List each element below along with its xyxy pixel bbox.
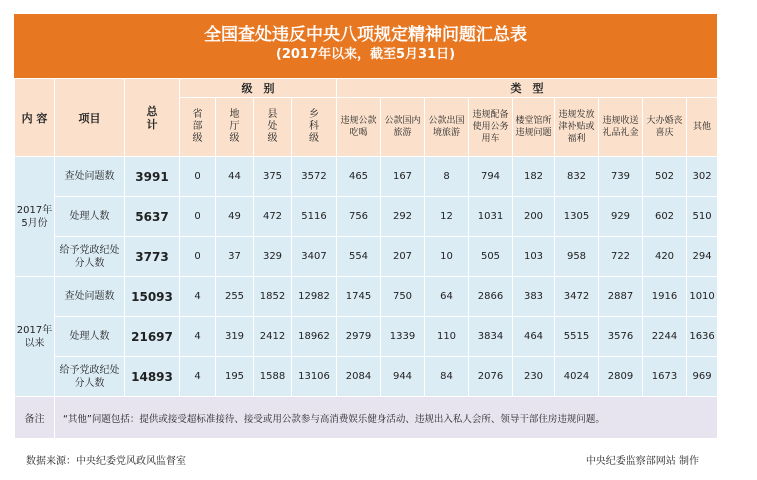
- type-value-1: 750: [381, 277, 425, 317]
- summary-sheet: [14, 14, 717, 439]
- header-level-group: 级 别: [180, 79, 337, 98]
- header-type-2: 公款出国境旅游: [425, 98, 469, 157]
- row-item: 给予党政纪处分人数: [55, 357, 125, 397]
- type-value-6: 3576: [599, 317, 643, 357]
- type-value-0: 554: [337, 237, 381, 277]
- table-row: [15, 237, 718, 277]
- level-value-1: 319: [216, 317, 254, 357]
- level-value-3: 5116: [292, 197, 337, 237]
- type-value-4: 182: [513, 157, 555, 197]
- header-type-3: 违规配备使用公务用车: [469, 98, 513, 157]
- row-total: 14893: [125, 357, 180, 397]
- row-item: 给予党政纪处分人数: [55, 237, 125, 277]
- type-value-0: 1745: [337, 277, 381, 317]
- level-value-2: 472: [254, 197, 292, 237]
- table-row: [15, 157, 718, 197]
- level-value-3: 18962: [292, 317, 337, 357]
- type-value-6: 2809: [599, 357, 643, 397]
- type-value-0: 756: [337, 197, 381, 237]
- table-title: 全国查处违反中央八项规定精神问题汇总表: [204, 25, 527, 45]
- table-row: [15, 357, 718, 397]
- summary-table: [14, 78, 718, 439]
- type-value-6: 739: [599, 157, 643, 197]
- level-value-1: 44: [216, 157, 254, 197]
- note-row: [15, 397, 718, 439]
- type-value-7: 602: [643, 197, 687, 237]
- type-value-1: 207: [381, 237, 425, 277]
- group-label: 2017年5月份: [15, 157, 55, 277]
- type-value-5: 958: [555, 237, 599, 277]
- level-value-2: 329: [254, 237, 292, 277]
- header-item: 项目: [55, 79, 125, 157]
- type-value-3: 794: [469, 157, 513, 197]
- row-total: 3773: [125, 237, 180, 277]
- type-value-8: 302: [687, 157, 718, 197]
- type-value-8: 969: [687, 357, 718, 397]
- table-row: [15, 197, 718, 237]
- level-value-0: 4: [180, 357, 216, 397]
- title-banner: [14, 14, 717, 78]
- type-value-0: 2084: [337, 357, 381, 397]
- type-value-7: 2244: [643, 317, 687, 357]
- note-text: “其他”问题包括：提供或接受超标准接待、接受或用公款参与高消费娱乐健身活动、违规出入私人会所、领导干部住房违规问题。: [55, 397, 718, 439]
- type-value-6: 929: [599, 197, 643, 237]
- row-item: 处理人数: [55, 317, 125, 357]
- type-value-7: 420: [643, 237, 687, 277]
- type-value-4: 230: [513, 357, 555, 397]
- table-subtitle: (2017年以来，截至5月31日): [275, 47, 456, 62]
- header-level-1: 地厅级: [216, 98, 254, 157]
- header-type-5: 违规发放津补贴或福利: [555, 98, 599, 157]
- type-value-8: 1010: [687, 277, 718, 317]
- level-value-1: 37: [216, 237, 254, 277]
- type-value-4: 464: [513, 317, 555, 357]
- level-value-3: 13106: [292, 357, 337, 397]
- header-type-0: 违规公款吃喝: [337, 98, 381, 157]
- type-value-2: 8: [425, 157, 469, 197]
- level-value-2: 2412: [254, 317, 292, 357]
- level-value-0: 0: [180, 237, 216, 277]
- level-value-0: 4: [180, 317, 216, 357]
- row-item: 处理人数: [55, 197, 125, 237]
- type-value-5: 3472: [555, 277, 599, 317]
- type-value-2: 12: [425, 197, 469, 237]
- table-row: [15, 277, 718, 317]
- level-value-2: 1588: [254, 357, 292, 397]
- type-value-8: 1636: [687, 317, 718, 357]
- type-value-8: 294: [687, 237, 718, 277]
- header-content: 内 容: [15, 79, 55, 157]
- type-value-3: 1031: [469, 197, 513, 237]
- header-total: 总计: [125, 79, 180, 157]
- level-value-3: 3572: [292, 157, 337, 197]
- level-value-0: 0: [180, 157, 216, 197]
- type-value-2: 64: [425, 277, 469, 317]
- footer: [14, 452, 717, 468]
- row-item: 查处问题数: [55, 277, 125, 317]
- type-value-7: 502: [643, 157, 687, 197]
- header-level-3: 乡科级: [292, 98, 337, 157]
- type-value-7: 1916: [643, 277, 687, 317]
- producer-credit: 中央纪委监察部网站 制作: [585, 456, 699, 467]
- note-label: 备注: [15, 397, 55, 439]
- header-type-1: 公款国内旅游: [381, 98, 425, 157]
- type-value-5: 4024: [555, 357, 599, 397]
- type-value-8: 510: [687, 197, 718, 237]
- header-level-2: 县处级: [254, 98, 292, 157]
- type-value-5: 832: [555, 157, 599, 197]
- type-value-1: 292: [381, 197, 425, 237]
- type-value-1: 944: [381, 357, 425, 397]
- level-value-0: 0: [180, 197, 216, 237]
- group-label: 2017年以来: [15, 277, 55, 397]
- level-value-2: 1852: [254, 277, 292, 317]
- type-value-4: 383: [513, 277, 555, 317]
- row-total: 5637: [125, 197, 180, 237]
- type-value-3: 2866: [469, 277, 513, 317]
- type-value-4: 200: [513, 197, 555, 237]
- table-body: [15, 157, 718, 397]
- header-type-7: 大办婚丧喜庆: [643, 98, 687, 157]
- level-value-3: 3407: [292, 237, 337, 277]
- type-value-1: 1339: [381, 317, 425, 357]
- type-value-5: 5515: [555, 317, 599, 357]
- data-source: 数据来源：中央纪委党风政风监督室: [26, 456, 186, 467]
- level-value-1: 49: [216, 197, 254, 237]
- type-value-3: 505: [469, 237, 513, 277]
- type-value-0: 2979: [337, 317, 381, 357]
- header-level-0: 省部级: [180, 98, 216, 157]
- header-type-8: 其他: [687, 98, 718, 157]
- level-value-3: 12982: [292, 277, 337, 317]
- type-value-6: 722: [599, 237, 643, 277]
- type-value-0: 465: [337, 157, 381, 197]
- type-value-1: 167: [381, 157, 425, 197]
- row-item: 查处问题数: [55, 157, 125, 197]
- header-type-4: 楼堂馆所违规问题: [513, 98, 555, 157]
- type-value-3: 2076: [469, 357, 513, 397]
- row-total: 21697: [125, 317, 180, 357]
- type-value-2: 84: [425, 357, 469, 397]
- type-value-2: 10: [425, 237, 469, 277]
- row-total: 3991: [125, 157, 180, 197]
- level-value-2: 375: [254, 157, 292, 197]
- level-value-1: 255: [216, 277, 254, 317]
- type-value-3: 3834: [469, 317, 513, 357]
- type-value-4: 103: [513, 237, 555, 277]
- type-value-2: 110: [425, 317, 469, 357]
- level-value-0: 4: [180, 277, 216, 317]
- table-row: [15, 317, 718, 357]
- type-value-6: 2887: [599, 277, 643, 317]
- header-type-6: 违规收送礼品礼金: [599, 98, 643, 157]
- type-value-5: 1305: [555, 197, 599, 237]
- row-total: 15093: [125, 277, 180, 317]
- type-value-7: 1673: [643, 357, 687, 397]
- header-type-group: 类 型: [337, 79, 718, 98]
- level-value-1: 195: [216, 357, 254, 397]
